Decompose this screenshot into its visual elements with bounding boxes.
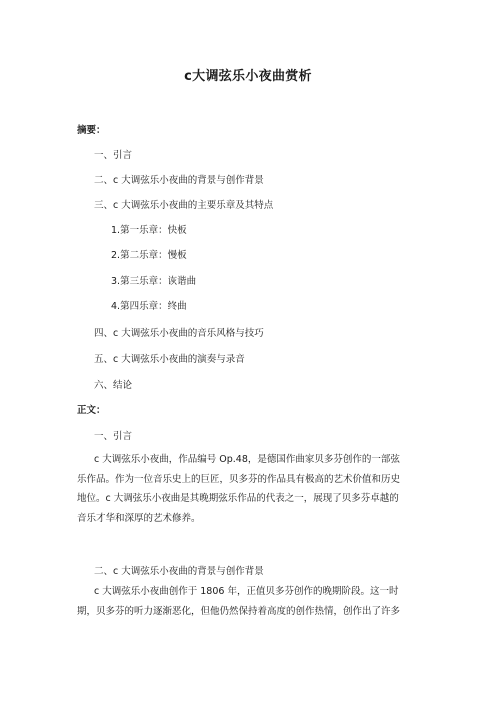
- toc-item-conclusion: 六、结论: [94, 380, 133, 391]
- toc-item-intro: 一、引言: [94, 150, 133, 161]
- toc-item-background: 二、c 大调弦乐小夜曲的背景与创作背景: [94, 175, 264, 186]
- paragraph-line: c 大调弦乐小夜曲创作于 1806 年，正值贝多芬创作的晚期阶段。这一时: [94, 586, 399, 597]
- toc-item-movements: 三、c 大调弦乐小夜曲的主要乐章及其特点: [94, 200, 274, 211]
- paragraph-line: 音乐才华和深厚的艺术修养。: [77, 513, 201, 525]
- toc-item-style: 四、c 大调弦乐小夜曲的音乐风格与技巧: [94, 328, 264, 339]
- paragraph-intro: [77, 450, 422, 529]
- paragraph-line: 地位。c 大调弦乐小夜曲是其晚期弦乐作品的代表之一，展现了贝多芬卓越的: [77, 493, 399, 505]
- toc-subitem-movement-4: 4.第四乐章：终曲: [111, 301, 187, 312]
- paragraph-line: 乐作品。作为一位音乐史上的巨匠，贝多芬的作品具有极高的艺术价值和历史: [77, 473, 401, 485]
- body-label: 正文：: [77, 405, 106, 416]
- paragraph-line: 期，贝多芬的听力逐渐恶化，但他仍然保持着高度的创作热情，创作出了许多: [77, 605, 401, 617]
- toc-item-performance: 五、c 大调弦乐小夜曲的演奏与录音: [94, 354, 245, 365]
- paragraph-background: [77, 582, 422, 621]
- section-heading-background: 二、c 大调弦乐小夜曲的背景与创作背景: [94, 566, 264, 577]
- section-heading-intro: 一、引言: [94, 431, 133, 442]
- paragraph-line: c 大调弦乐小夜曲，作品编号 Op.48，是德国作曲家贝多芬创作的一部弦: [94, 454, 400, 465]
- toc-subitem-movement-1: 1.第一乐章：快板: [111, 225, 187, 236]
- document-title: c大调弦乐小夜曲赏析: [184, 69, 312, 84]
- toc-subitem-movement-2: 2.第二乐章：慢板: [111, 250, 187, 261]
- toc-subitem-movement-3: 3.第三乐章：诙谐曲: [111, 276, 197, 287]
- abstract-label: 摘要：: [77, 125, 106, 136]
